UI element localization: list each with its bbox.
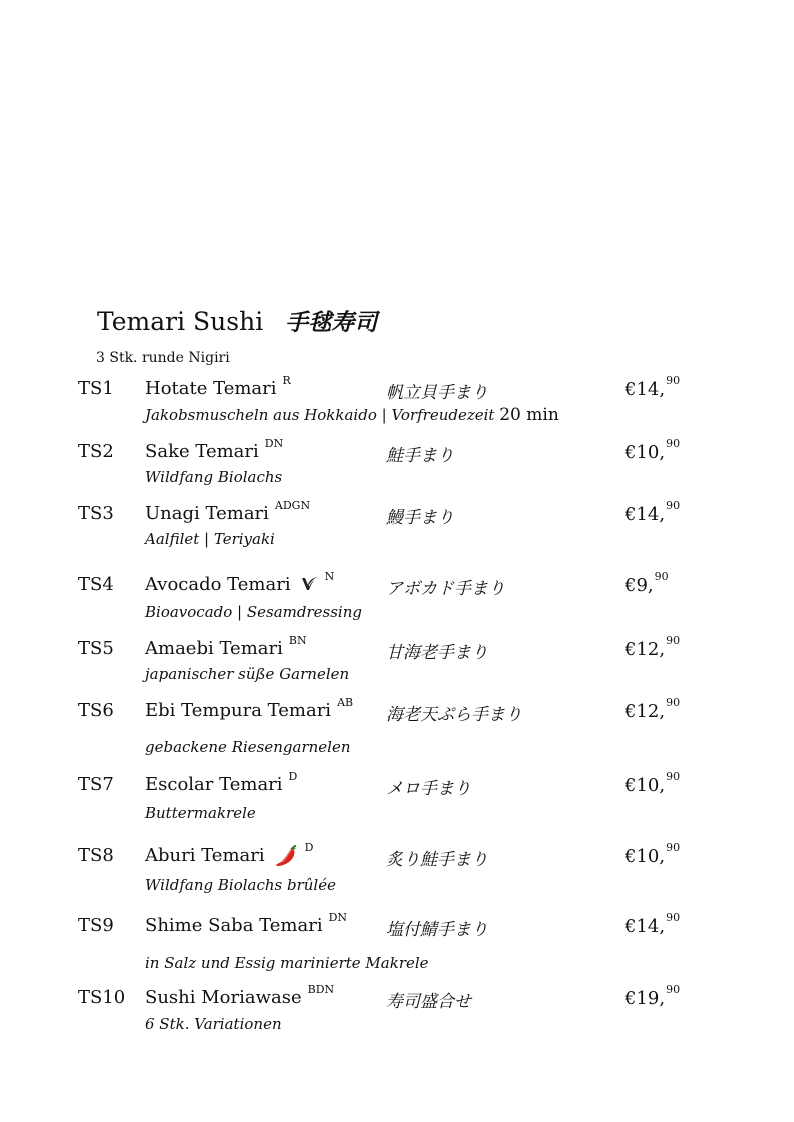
allergen-codes: BDN (307, 983, 335, 996)
item-name: Ebi Tempura Temari $^{AB}$ (145, 696, 354, 721)
allergen-codes: AB (337, 696, 354, 709)
item-description: in Salz und Essig marinierte Makrele (145, 954, 429, 972)
section-title-japanese: 手毬寿司 (285, 309, 378, 336)
allergen-codes: D (288, 770, 298, 783)
item-price: €10,90 (625, 437, 681, 463)
item-name-japanese: 炙り鮭手まり (386, 850, 488, 870)
item-code: TS1 (78, 378, 114, 399)
item-code: TS3 (78, 503, 114, 524)
allergen-codes: DN (264, 437, 284, 450)
allergen-codes: ADGN (274, 499, 311, 512)
item-price: €14,90 (625, 374, 681, 400)
section-title: Temari Sushi (97, 307, 264, 336)
item-code: TS10 (78, 987, 126, 1008)
item-description: gebackene Riesengarnelen (145, 738, 351, 756)
item-description: Buttermakrele (145, 804, 256, 822)
item-name-japanese: 海老天ぷら手まり (386, 705, 522, 725)
item-description: Wildfang Biolachs (145, 468, 283, 486)
item-price: €19,90 (625, 983, 681, 1009)
item-price: €9,90 (625, 570, 669, 596)
allergen-codes: DN (328, 911, 348, 924)
item-description: Wildfang Biolachs brûlée (145, 876, 336, 894)
item-price: €14,90 (625, 911, 681, 937)
item-price: €12,90 (625, 634, 681, 660)
item-name: Shime Saba Temari $^{DN}$ (145, 911, 348, 936)
item-name-japanese: 帆立貝手まり (386, 383, 488, 403)
section-subtitle: 3 Stk. runde Nigiri (96, 350, 230, 366)
item-code: TS8 (78, 845, 114, 866)
item-name: Aburi Temari $^D$ (145, 845, 313, 869)
item-name-japanese: 寿司盛合せ (386, 992, 471, 1012)
allergen-codes: R (282, 374, 291, 387)
item-description: Aalfilet | Teriyaki (145, 530, 275, 548)
item-description: Bioavocado | Sesamdressing (145, 603, 362, 621)
item-description: japanischer süße Garnelen (145, 665, 350, 683)
item-name: Amaebi Temari $^{BN}$ (145, 634, 307, 659)
allergen-codes: BN (288, 634, 307, 647)
item-description: Jakobsmuscheln aus Hokkaido | Vorfreudezeit 20 min (145, 405, 559, 425)
item-name-japanese: メロ手まり (386, 779, 471, 799)
allergen-codes: D (304, 841, 314, 854)
section-heading (97, 304, 377, 337)
item-description: 6 Stk. Variationen (145, 1015, 282, 1033)
item-name: Sushi Moriawase $^{BDN}$ (145, 983, 335, 1008)
allergen-codes: N (324, 570, 335, 583)
item-code: TS7 (78, 774, 114, 795)
item-name-japanese: 鰻手まり (386, 508, 454, 528)
item-name: Avocado Temari $^N$ (145, 570, 335, 595)
item-name: Escolar Temari $^D$ (145, 770, 298, 795)
chili-pepper-icon (273, 845, 299, 869)
item-name: Unagi Temari $^{ADGN}$ (145, 499, 311, 524)
vegan-leaf-icon (299, 574, 319, 594)
item-name-japanese: 鮭手まり (386, 446, 454, 466)
item-price: €12,90 (625, 696, 681, 722)
item-code: TS9 (78, 915, 114, 936)
item-code: TS6 (78, 700, 114, 721)
item-name-japanese: 塩付鯖手まり (386, 920, 488, 940)
item-price: €10,90 (625, 841, 681, 867)
item-code: TS5 (78, 638, 114, 659)
item-name: Hotate Temari $^R$ (145, 374, 291, 399)
item-code: TS2 (78, 441, 114, 462)
item-name-japanese: 甘海老手まり (386, 643, 488, 663)
item-code: TS4 (78, 574, 114, 595)
item-name-japanese: アボカド手まり (386, 579, 505, 599)
item-price: €14,90 (625, 499, 681, 525)
item-price: €10,90 (625, 770, 681, 796)
item-name: Sake Temari $^{DN}$ (145, 437, 284, 462)
